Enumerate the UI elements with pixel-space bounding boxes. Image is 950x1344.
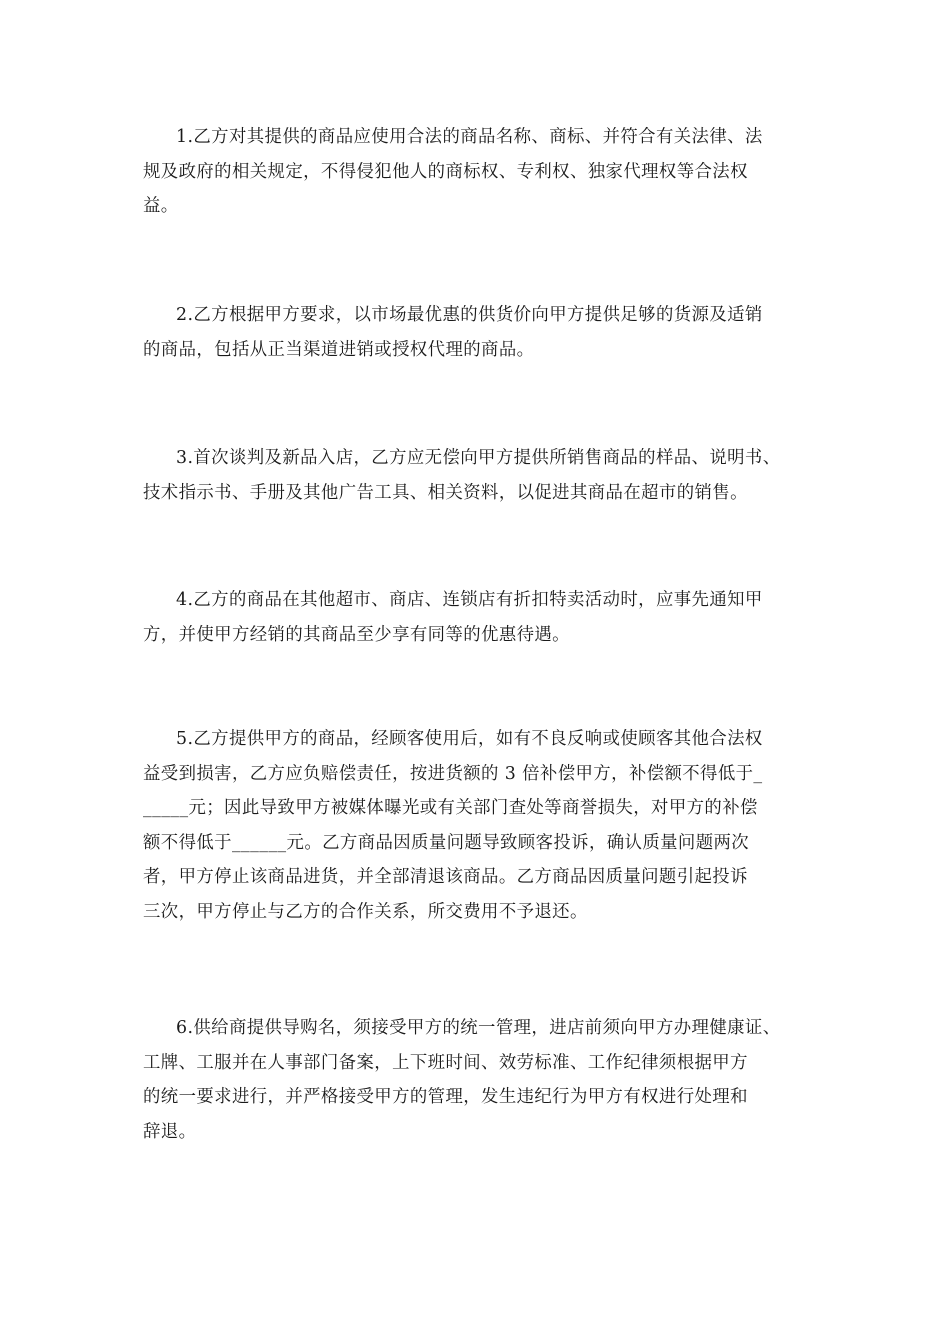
clause-line: 工牌、工服并在人事部门备案，上下班时间、效劳标准、工作纪律须根据甲方 xyxy=(143,1052,748,1073)
clause-5 xyxy=(143,722,815,929)
clause-line: 辞退。 xyxy=(143,1121,197,1142)
clause-line: 1.乙方对其提供的商品应使用合法的商品名称、商标、并符合有关法律、法 xyxy=(176,127,763,147)
clause-1 xyxy=(143,120,815,224)
clause-line: 益。 xyxy=(143,196,179,216)
clause-line: 方，并使甲方经销的其商品至少享有同等的优惠待遇。 xyxy=(143,624,570,645)
clause-line: 额不得低于______元。乙方商品因质量问题导致顾客投诉，确认质量问题两次 xyxy=(143,832,750,853)
clause-line: 三次，甲方停止与乙方的合作关系，所交费用不予退还。 xyxy=(143,901,588,922)
clause-line: 4.乙方的商品在其他超市、商店、连锁店有折扣特卖活动时，应事先通知甲 xyxy=(176,590,763,610)
clause-3 xyxy=(143,441,815,510)
clause-line: _____元；因此导致甲方被媒体曝光或有关部门查处等商誉损失，对甲方的补偿 xyxy=(143,798,758,818)
clause-line: 益受到损害，乙方应负赔偿责任，按进货额的 3 倍补偿甲方，补偿额不得低于_ xyxy=(143,763,763,784)
clause-line: 2.乙方根据甲方要求，以市场最优惠的供货价向甲方提供足够的货源及适销 xyxy=(176,305,763,325)
clause-4 xyxy=(143,583,815,652)
clause-line: 的统一要求进行，并严格接受甲方的管理，发生违纪行为甲方有权进行处理和 xyxy=(143,1087,748,1107)
clause-line: 3.首次谈判及新品入店，乙方应无偿向甲方提供所销售商品的样品、说明书、 xyxy=(176,448,781,468)
clause-line: 6.供给商提供导购名，须接受甲方的统一管理，进店前须向甲方办理健康证、 xyxy=(176,1018,781,1038)
clause-line: 5.乙方提供甲方的商品，经顾客使用后，如有不良反响或使顾客其他合法权 xyxy=(176,729,763,749)
clause-line: 的商品，包括从正当渠道进销或授权代理的商品。 xyxy=(143,339,535,360)
clause-line: 规及政府的相关规定，不得侵犯他人的商标权、专利权、独家代理权等合法权 xyxy=(143,161,748,182)
clause-line: 技术指示书、手册及其他广告工具、相关资料，以促进其商品在超市的销售。 xyxy=(143,482,748,503)
clause-6 xyxy=(143,1011,815,1149)
clause-line: 者，甲方停止该商品进货，并全部清退该商品。乙方商品因质量问题引起投诉 xyxy=(143,867,748,887)
clause-2 xyxy=(143,298,815,367)
